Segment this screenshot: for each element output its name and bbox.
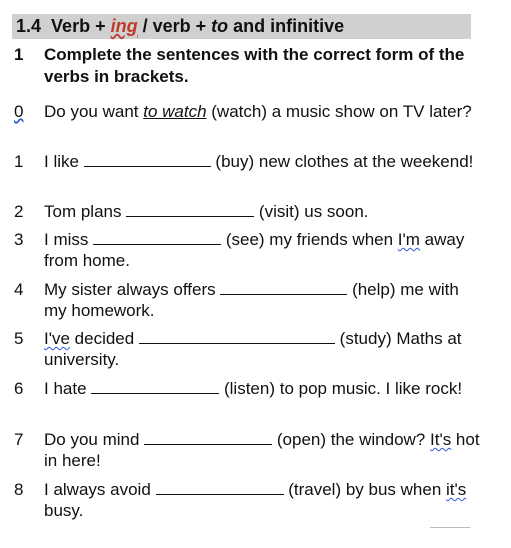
sentence-5 [14,328,484,370]
exercise-number: 1 [14,45,24,64]
item-number: 1 [14,152,24,171]
sentence-text: busy. [44,501,84,520]
spellcheck-word: I've [44,329,70,348]
answer-blank[interactable] [91,379,219,394]
sentence-text: My sister always offers [44,280,221,299]
sentence-text: (see) my friends when [221,230,398,249]
header-text-1: Verb + [51,16,111,36]
exercise-instruction [14,44,484,88]
sentence-text: decided [69,329,139,348]
sentence-4 [14,279,484,321]
sentence-text: I always avoid [44,480,156,499]
header-text-2: / verb + [137,16,212,36]
footer-rule [430,527,470,528]
sentence-text: (listen) to pop music. I like rock! [219,379,463,398]
section-header [12,14,471,39]
spellcheck-word: It's [430,430,452,449]
sentence-text: (buy) new clothes at the weekend! [210,152,474,171]
section-number: 1.4 [16,16,42,36]
sentence-7 [14,429,484,471]
header-ing: ing [110,16,138,36]
answer-blank[interactable] [93,230,221,245]
item-number: 6 [14,379,24,398]
sentence-text: (study) Maths at university. [44,329,462,369]
answer-blank[interactable] [126,202,254,217]
item-number: 7 [14,430,24,449]
item-number: 3 [14,230,24,249]
sentence-2 [14,201,484,222]
sentence-text: (watch) a music show on TV later? [206,102,472,121]
answer-blank[interactable] [156,480,284,495]
sentence-text: Do you mind [44,430,145,449]
sentence-8 [14,479,484,521]
sentence-3 [14,229,484,271]
sentence-text: I hate [44,379,92,398]
sentence-6 [14,378,484,399]
answer-blank[interactable] [84,152,211,167]
sentence-text: Do you want [44,102,144,121]
item-number: 2 [14,202,24,221]
sentence-text: (travel) by bus when [283,480,447,499]
example-answer: to watch [143,102,207,121]
sentence-text: I miss [44,230,94,249]
sentence-text: Tom plans [44,202,127,221]
sentence-text: (visit) us soon. [254,202,369,221]
sentence-text: I like [44,152,84,171]
sentence-0 [14,101,484,122]
spellcheck-word: it's [446,480,467,499]
sentence-text: (open) the window? [272,430,430,449]
item-number: 8 [14,480,24,499]
header-to: to [211,16,229,36]
sentence-text: (help) me with my homework. [44,280,459,320]
header-text-3: and infinitive [228,16,345,36]
item-number: 0 [14,102,24,121]
spellcheck-word: I'm [397,230,420,249]
answer-blank[interactable] [139,329,335,344]
item-number: 4 [14,280,24,299]
sentence-text: away from home. [44,230,465,270]
answer-blank[interactable] [144,430,272,445]
item-number: 5 [14,329,24,348]
instruction-text: Complete the sentences with the correct form of the verbs in brackets. [44,45,465,86]
sentence-1 [14,151,484,172]
answer-blank[interactable] [220,280,347,295]
sentence-text: hot in here! [44,430,480,470]
